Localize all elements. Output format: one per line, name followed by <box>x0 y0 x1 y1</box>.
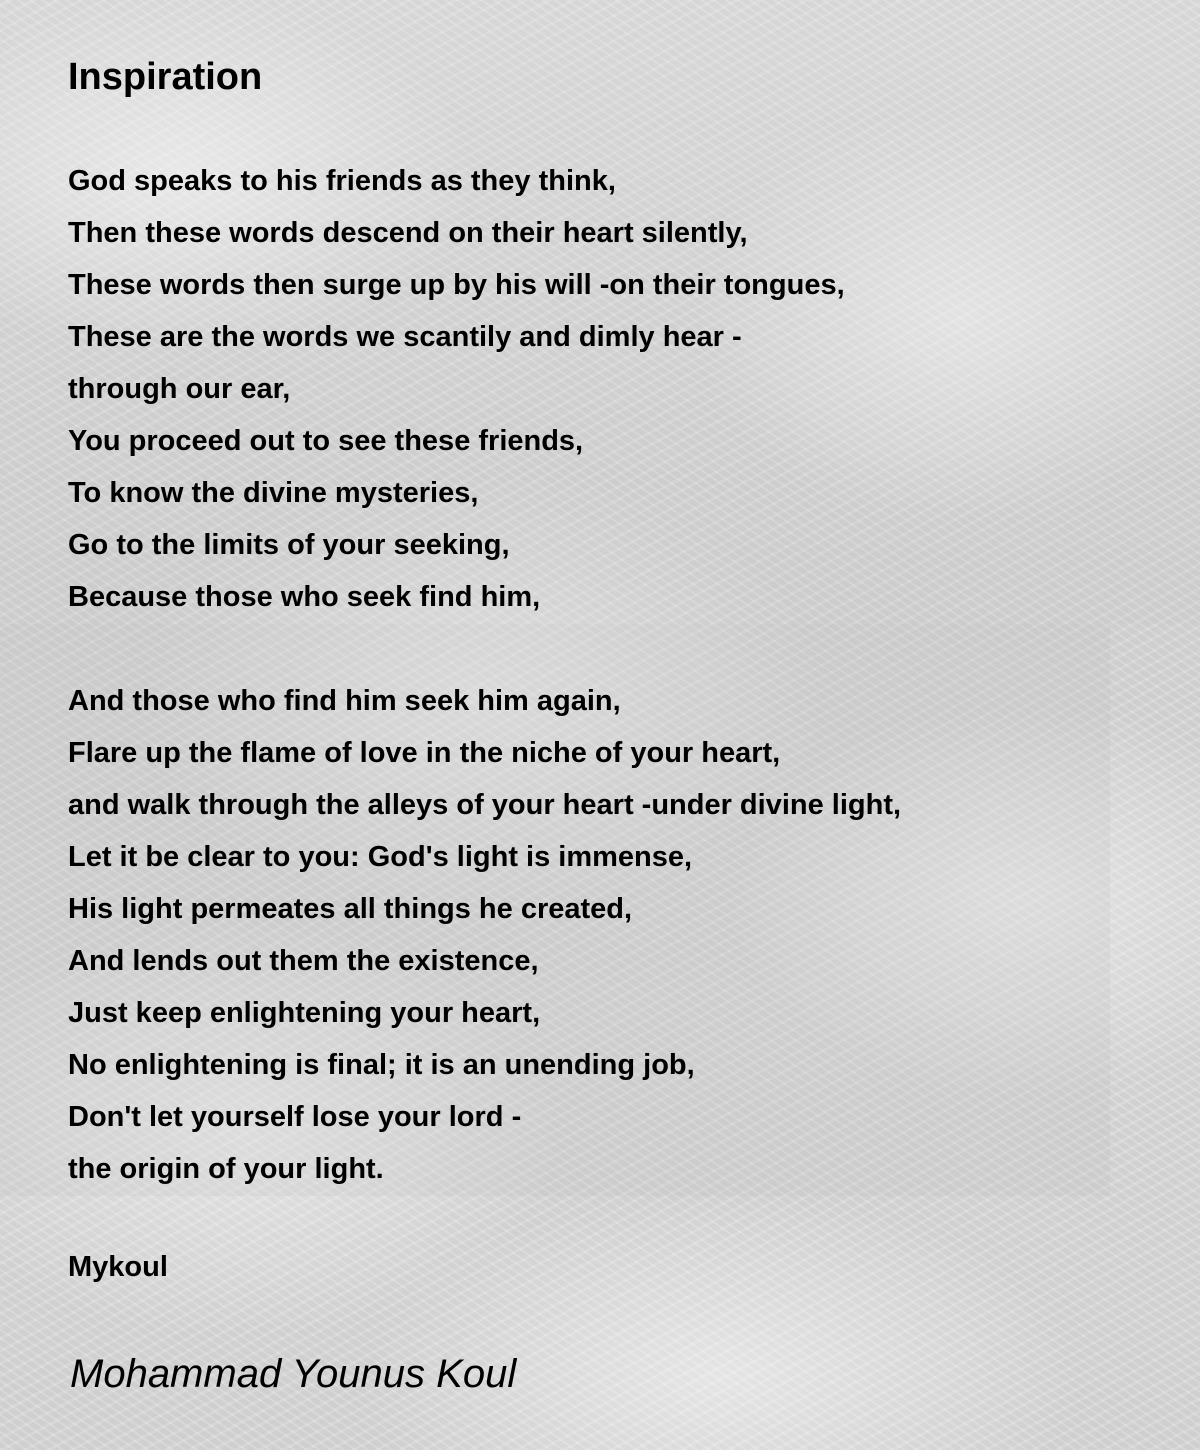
poem-line: Don't let yourself lose your lord - <box>68 1101 522 1133</box>
poem-line: Because those who seek find him, <box>68 581 541 613</box>
poem-line: These words then surge up by his will -on their tongues, <box>68 269 845 301</box>
poem-line: and walk through the alleys of your heart -under divine light, <box>68 789 902 821</box>
poem-line: And lends out them the existence, <box>68 945 539 977</box>
poet-full-name: Mohammad Younus Koul <box>70 1352 517 1396</box>
poem-line: And those who find him seek him again, <box>68 685 621 717</box>
poem-title: Inspiration <box>68 56 263 98</box>
poem-line: You proceed out to see these friends, <box>68 425 584 457</box>
poem-line: His light permeates all things he created, <box>68 893 633 925</box>
poem-line: These are the words we scantily and dimly hear - <box>68 321 742 353</box>
poem-line: Let it be clear to you: God's light is immense, <box>68 841 693 873</box>
poem-stanza-2 <box>68 675 901 1195</box>
poem-line: Go to the limits of your seeking, <box>68 529 510 561</box>
poem-line: No enlightening is final; it is an unending job, <box>68 1049 695 1081</box>
poem-line: Just keep enlightening your heart, <box>68 997 541 1029</box>
poem-line: through our ear, <box>68 373 291 405</box>
poet-pen-name: Mykoul <box>68 1251 168 1283</box>
poem-line: God speaks to his friends as they think, <box>68 165 616 197</box>
poem-line: To know the divine mysteries, <box>68 477 479 509</box>
poem-line: Flare up the flame of love in the niche of your heart, <box>68 737 781 769</box>
poem-line: the origin of your light. <box>68 1153 384 1185</box>
poem-stanza-1 <box>68 155 845 623</box>
poem-line: Then these words descend on their heart silently, <box>68 217 748 249</box>
